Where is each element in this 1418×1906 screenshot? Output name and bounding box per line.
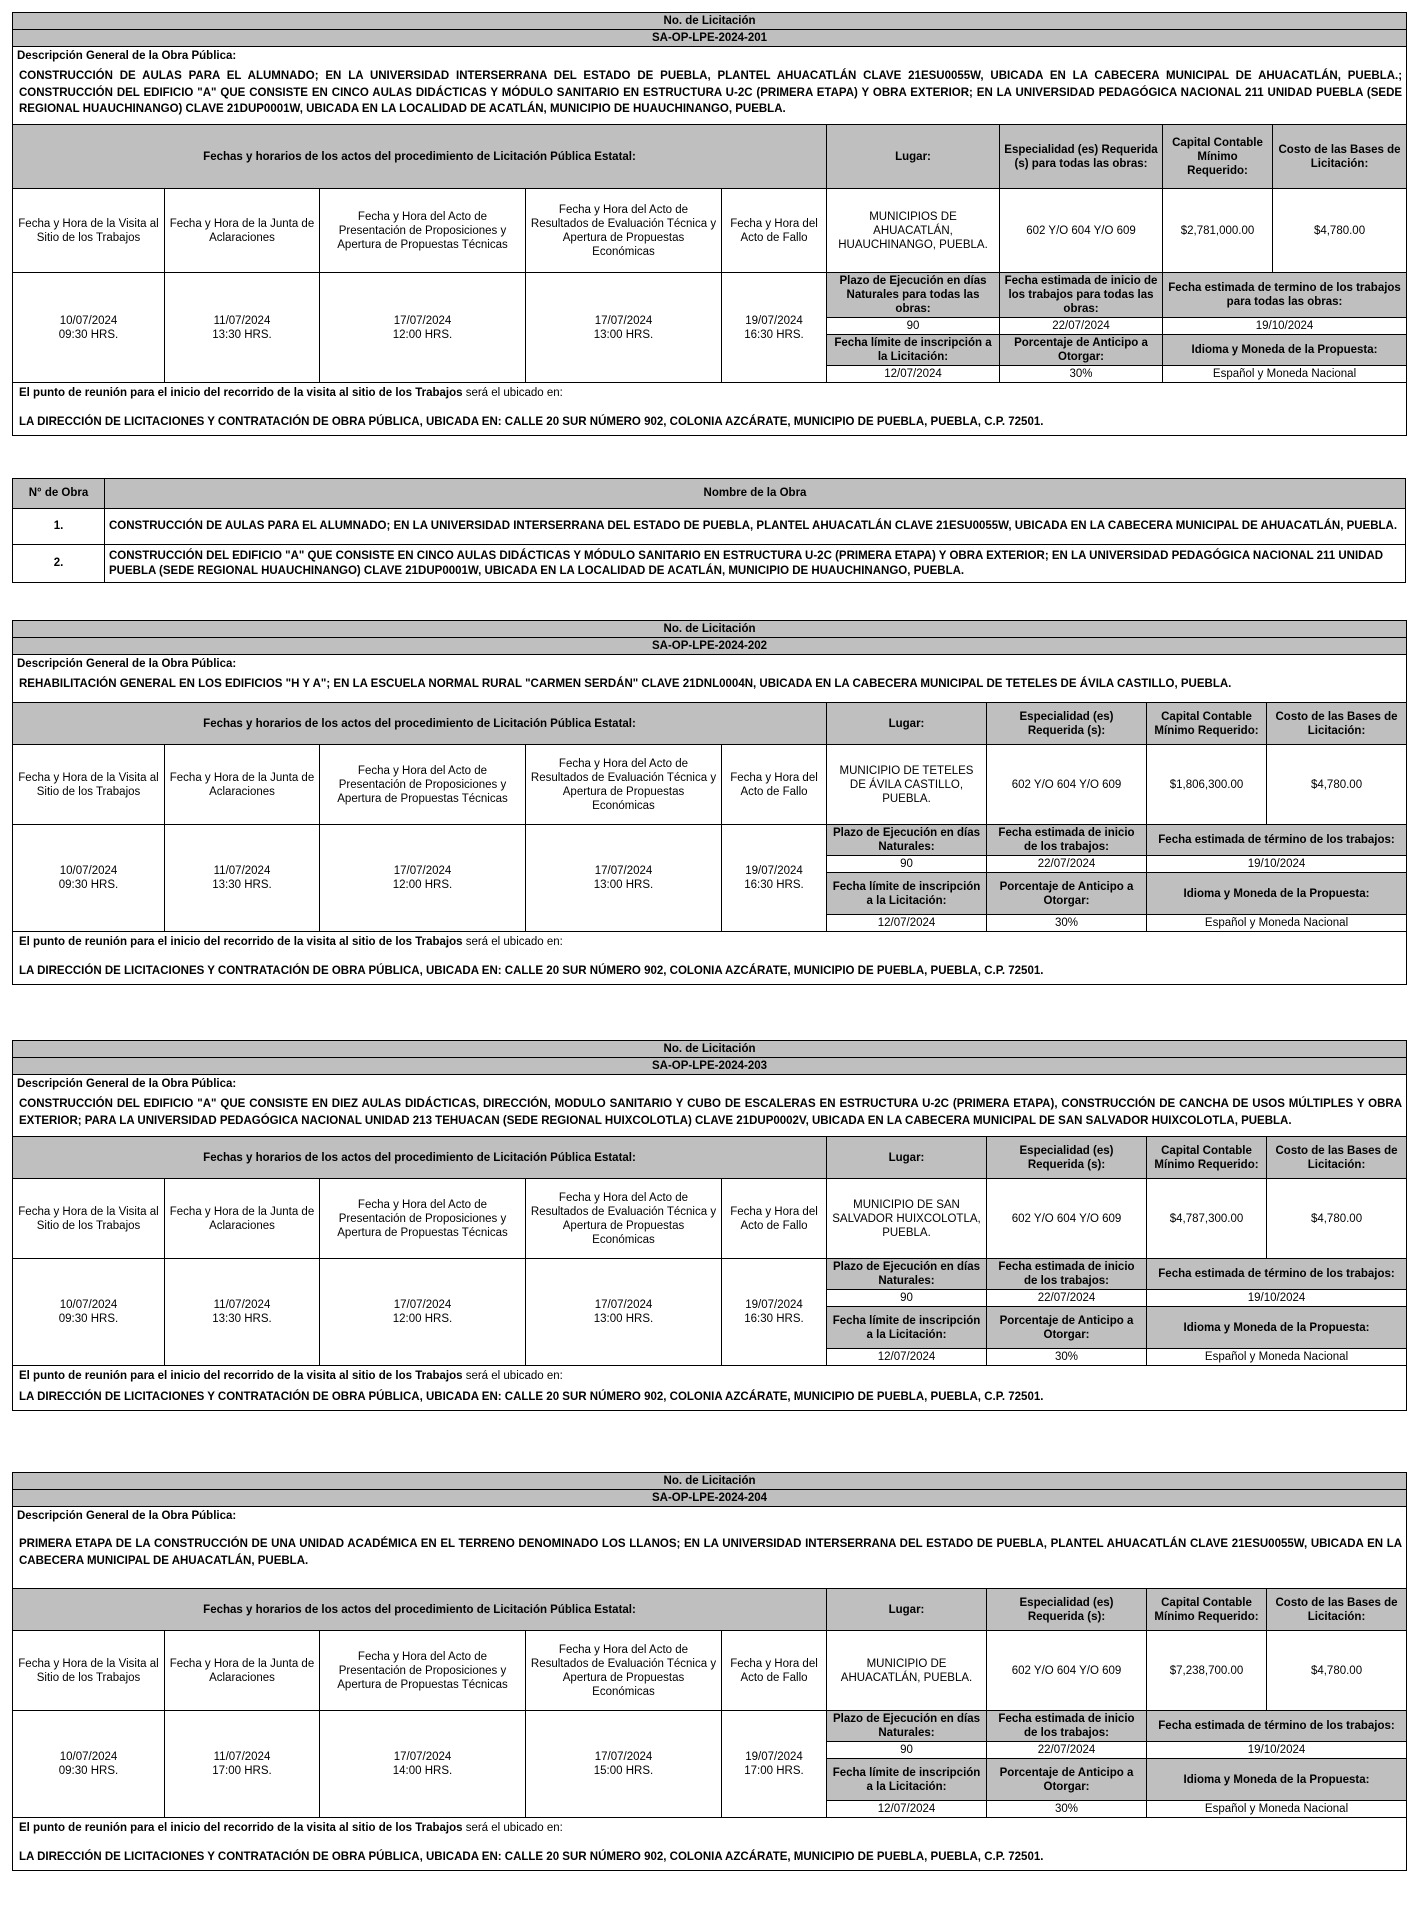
especialidad-value: 602 Y/O 604 Y/O 609 <box>987 1631 1147 1711</box>
costo-value: $4,780.00 <box>1267 1179 1407 1259</box>
resultados-header: Fecha y Hora del Acto de Resultados de Evaluación Técnica y Apertura de Propuestas Económicas <box>526 1631 722 1711</box>
termino-header: Fecha estimada de término de los trabajos: <box>1147 1259 1407 1290</box>
costo-header: Costo de las Bases de Licitación: <box>1267 703 1407 745</box>
inicio-header: Fecha estimada de inicio de los trabajos para todas las obras: <box>1000 273 1163 318</box>
termino-value: 19/10/2024 <box>1147 856 1407 873</box>
junta-cell <box>165 1259 320 1366</box>
no-licitacion-label: No. de Licitación <box>13 1473 1407 1490</box>
lugar-header: Lugar: <box>827 125 1000 189</box>
lugar-value: MUNICIPIO DE TETELES DE ÁVILA CASTILLO, PUEBLA. <box>827 745 987 825</box>
plazo-header: Plazo de Ejecución en días Naturales: <box>827 825 987 856</box>
anticipo-header: Porcentaje de Anticipo a Otorgar: <box>987 873 1147 915</box>
presentacion-fecha: 17/07/2024 <box>393 1751 452 1764</box>
fallo-fecha: 19/07/2024 <box>745 865 803 878</box>
punto-reunion-text <box>13 1818 1407 1839</box>
especialidad-header: Especialidad (es) Requerida (s): <box>987 1137 1147 1179</box>
descripcion-label: Descripción General de la Obra Pública: <box>13 1075 1407 1093</box>
inicio-value: 22/07/2024 <box>1000 318 1163 335</box>
descripcion-label: Descripción General de la Obra Pública: <box>13 655 1407 673</box>
termino-header: Fecha estimada de término de los trabajos: <box>1147 825 1407 856</box>
capital-header: Capital Contable Mínimo Requerido: <box>1147 1589 1267 1631</box>
resultados-fecha: 17/07/2024 <box>594 865 653 878</box>
especialidad-header: Especialidad (es) Requerida (s): <box>987 1589 1147 1631</box>
limite-header: Fecha límite de inscripción a la Licitación: <box>827 1759 987 1801</box>
capital-value: $1,806,300.00 <box>1147 745 1267 825</box>
presentacion-cell <box>320 1259 526 1366</box>
obra-num: 1. <box>13 509 105 545</box>
limite-value: 12/07/2024 <box>827 915 987 932</box>
fallo-header: Fecha y Hora del Acto de Fallo <box>722 745 827 825</box>
junta-hora: 13:30 HRS. <box>212 328 272 341</box>
no-licitacion-label: No. de Licitación <box>13 13 1407 30</box>
idioma-value: Español y Moneda Nacional <box>1163 366 1407 383</box>
table-row <box>13 545 1406 583</box>
junta-cell <box>165 273 320 383</box>
presentacion-cell <box>320 1711 526 1818</box>
junta-hora: 13:30 HRS. <box>212 879 272 892</box>
inicio-value: 22/07/2024 <box>987 1290 1147 1307</box>
presentacion-fecha: 17/07/2024 <box>393 865 452 878</box>
presentacion-header: Fecha y Hora del Acto de Presentación de Proposiciones y Apertura de Propuestas Técnicas <box>320 1179 526 1259</box>
junta-header: Fecha y Hora de la Junta de Aclaraciones <box>165 1179 320 1259</box>
descripcion-text: CONSTRUCCIÓN DE AULAS PARA EL ALUMNADO; EN LA UNIVERSIDAD INTERSERRANA DEL ESTADO DE PUEBLA, PLANTEL AHUACATLÁN CLAVE 21ESU0055W, UBICADA EN LA CABECERA MUNICIPAL DE AHUACATLÁN, PUEBLA.; CONSTRUCCIÓN DEL EDIFICIO "A" QUE CONSISTE EN CINCO AULAS DIDÁCTICAS Y MÓDULO SANITARIO EN ESTRUCTURA U-2C (PRIMERA ETAPA) Y OBRA EXTERIOR; EN LA UNIVERSIDAD PEDAGÓGICA NACIONAL 211 UNIDAD PUEBLA (SEDE REGIONAL HUAUCHINANGO) CLAVE 21DUP0001W, UBICADA EN LA LOCALIDAD DE ACATLÁN, MUNICIPIO DE HUAUCHINANGO, PUEBLA. <box>13 64 1407 125</box>
resultados-cell <box>526 825 722 932</box>
punto-reunion-bold: El punto de reunión para el inicio del recorrido de la visita al sitio de los Trabajos <box>19 1822 463 1835</box>
punto-reunion-text <box>13 383 1407 404</box>
punto-reunion-suffix: será el ubicado en: <box>462 1370 563 1383</box>
especialidad-value: 602 Y/O 604 Y/O 609 <box>1000 189 1163 273</box>
especialidad-header: Especialidad (es) Requerida (s): <box>987 703 1147 745</box>
visita-header: Fecha y Hora de la Visita al Sitio de los Trabajos <box>13 1631 165 1711</box>
licitacion-block-203 <box>12 1040 1406 1411</box>
obra-num: 2. <box>13 545 105 583</box>
obra-nombre: CONSTRUCCIÓN DEL EDIFICIO "A" QUE CONSISTE EN CINCO AULAS DIDÁCTICAS Y MÓDULO SANITARIO EN ESTRUCTURA U-2C (PRIMERA ETAPA) Y OBRA EXTERIOR; EN LA UNIVERSIDAD PEDAGÓGICA NACIONAL 211 UNIDAD PUEBLA (SEDE REGIONAL HUAUCHINANGO) CLAVE 21DUP0001W, UBICADA EN LA LOCALIDAD DE ACATLÁN, MUNICIPIO DE HUAUCHINANGO, PUEBLA. <box>105 545 1406 583</box>
junta-cell <box>165 1711 320 1818</box>
junta-header: Fecha y Hora de la Junta de Aclaraciones <box>165 745 320 825</box>
inicio-header: Fecha estimada de inicio de los trabajos: <box>987 1259 1147 1290</box>
lugar-value: MUNICIPIOS DE AHUACATLÁN, HUAUCHINANGO, PUEBLA. <box>827 189 1000 273</box>
costo-header: Costo de las Bases de Licitación: <box>1267 1589 1407 1631</box>
licitacion-number: SA-OP-LPE-2024-203 <box>13 1058 1407 1075</box>
fechas-horarios-header: Fechas y horarios de los actos del procedimiento de Licitación Pública Estatal: <box>13 703 827 745</box>
punto-reunion-suffix: será el ubicado en: <box>462 1822 563 1835</box>
obras-table <box>12 478 1406 583</box>
fallo-header: Fecha y Hora del Acto de Fallo <box>722 189 827 273</box>
presentacion-cell <box>320 273 526 383</box>
inicio-header: Fecha estimada de inicio de los trabajos: <box>987 825 1147 856</box>
resultados-header: Fecha y Hora del Acto de Resultados de Evaluación Técnica y Apertura de Propuestas Económicas <box>526 745 722 825</box>
limite-header: Fecha límite de inscripción a la Licitación: <box>827 1307 987 1349</box>
inicio-header: Fecha estimada de inicio de los trabajos: <box>987 1711 1147 1742</box>
descripcion-label: Descripción General de la Obra Pública: <box>13 47 1407 65</box>
licitacion-block-201 <box>12 12 1406 436</box>
licitacion-number: SA-OP-LPE-2024-201 <box>13 30 1407 47</box>
costo-value: $4,780.00 <box>1267 1631 1407 1711</box>
visita-fecha: 10/07/2024 <box>59 865 118 878</box>
licitacion-number: SA-OP-LPE-2024-204 <box>13 1490 1407 1507</box>
junta-fecha: 11/07/2024 <box>213 314 271 327</box>
plazo-header: Plazo de Ejecución en días Naturales: <box>827 1259 987 1290</box>
anticipo-value: 30% <box>1000 366 1163 383</box>
direccion-text: LA DIRECCIÓN DE LICITACIONES Y CONTRATACIÓN DE OBRA PÚBLICA, UBICADA EN: CALLE 20 SUR NÚMERO 902, COLONIA AZCÁRATE, MUNICIPIO DE PUEBLA, PUEBLA, C.P. 72501. <box>13 403 1407 436</box>
junta-fecha: 11/07/2024 <box>213 1751 271 1764</box>
visita-cell <box>13 1711 165 1818</box>
capital-value: $4,787,300.00 <box>1147 1179 1267 1259</box>
anticipo-value: 30% <box>987 915 1147 932</box>
fallo-cell <box>722 1711 827 1818</box>
fallo-hora: 16:30 HRS. <box>744 879 804 892</box>
obras-col-num: N° de Obra <box>13 479 105 509</box>
resultados-hora: 13:00 HRS. <box>593 328 654 341</box>
obra-nombre: CONSTRUCCIÓN DE AULAS PARA EL ALUMNADO; EN LA UNIVERSIDAD INTERSERRANA DEL ESTADO DE PUEBLA, PLANTEL AHUACATLÁN CLAVE 21ESU0055W, UBICADA EN LA CABECERA MUNICIPAL DE AHUACATLÁN, PUEBLA. <box>105 509 1406 545</box>
fallo-fecha: 19/07/2024 <box>745 1751 803 1764</box>
resultados-hora: 13:00 HRS. <box>593 879 654 892</box>
limite-value: 12/07/2024 <box>827 1349 987 1366</box>
idioma-header: Idioma y Moneda de la Propuesta: <box>1147 1307 1407 1349</box>
fallo-hora: 16:30 HRS. <box>744 328 804 341</box>
anticipo-header: Porcentaje de Anticipo a Otorgar: <box>987 1307 1147 1349</box>
visita-header: Fecha y Hora de la Visita al Sitio de los Trabajos <box>13 189 165 273</box>
lugar-header: Lugar: <box>827 703 987 745</box>
punto-reunion-text <box>13 932 1407 953</box>
obras-col-nombre: Nombre de la Obra <box>105 479 1406 509</box>
descripcion-label: Descripción General de la Obra Pública: <box>13 1507 1407 1525</box>
resultados-hora: 15:00 HRS. <box>593 1765 654 1778</box>
costo-header: Costo de las Bases de Licitación: <box>1273 125 1407 189</box>
junta-hora: 13:30 HRS. <box>212 1313 272 1326</box>
limite-value: 12/07/2024 <box>827 366 1000 383</box>
presentacion-header: Fecha y Hora del Acto de Presentación de Proposiciones y Apertura de Propuestas Técnicas <box>320 745 526 825</box>
junta-header: Fecha y Hora de la Junta de Aclaraciones <box>165 1631 320 1711</box>
resultados-header: Fecha y Hora del Acto de Resultados de Evaluación Técnica y Apertura de Propuestas Económicas <box>526 1179 722 1259</box>
plazo-header: Plazo de Ejecución en días Naturales para todas las obras: <box>827 273 1000 318</box>
fallo-fecha: 19/07/2024 <box>745 314 803 327</box>
costo-value: $4,780.00 <box>1267 745 1407 825</box>
anticipo-value: 30% <box>987 1349 1147 1366</box>
direccion-text: LA DIRECCIÓN DE LICITACIONES Y CONTRATACIÓN DE OBRA PÚBLICA, UBICADA EN: CALLE 20 SUR NÚMERO 902, COLONIA AZCÁRATE, MUNICIPIO DE PUEBLA, PUEBLA, C.P. 72501. <box>13 952 1407 985</box>
termino-value: 19/10/2024 <box>1163 318 1407 335</box>
idioma-value: Español y Moneda Nacional <box>1147 1801 1407 1818</box>
resultados-fecha: 17/07/2024 <box>594 1751 653 1764</box>
fallo-header: Fecha y Hora del Acto de Fallo <box>722 1631 827 1711</box>
fallo-hora: 17:00 HRS. <box>744 1765 804 1778</box>
presentacion-header: Fecha y Hora del Acto de Presentación de Proposiciones y Apertura de Propuestas Técnicas <box>320 189 526 273</box>
presentacion-fecha: 17/07/2024 <box>393 1299 452 1312</box>
fallo-fecha: 19/07/2024 <box>745 1299 803 1312</box>
visita-cell <box>13 1259 165 1366</box>
capital-header: Capital Contable Mínimo Requerido: <box>1163 125 1273 189</box>
plazo-value: 90 <box>827 1290 987 1307</box>
visita-cell <box>13 825 165 932</box>
capital-header: Capital Contable Mínimo Requerido: <box>1147 703 1267 745</box>
resultados-fecha: 17/07/2024 <box>594 314 653 327</box>
idioma-header: Idioma y Moneda de la Propuesta: <box>1147 1759 1407 1801</box>
idioma-value: Español y Moneda Nacional <box>1147 1349 1407 1366</box>
visita-header: Fecha y Hora de la Visita al Sitio de los Trabajos <box>13 1179 165 1259</box>
no-licitacion-label: No. de Licitación <box>13 1041 1407 1058</box>
visita-cell <box>13 273 165 383</box>
no-licitacion-label: No. de Licitación <box>13 621 1407 638</box>
fallo-cell <box>722 273 827 383</box>
limite-value: 12/07/2024 <box>827 1801 987 1818</box>
junta-cell <box>165 825 320 932</box>
punto-reunion-bold: El punto de reunión para el inicio del recorrido de la visita al sitio de los Trabajos <box>19 387 463 400</box>
descripcion-text: CONSTRUCCIÓN DEL EDIFICIO "A" QUE CONSISTE EN DIEZ AULAS DIDÁCTICAS, DIRECCIÓN, MODULO SANITARIO Y CUBO DE ESCALERAS EN ESTRUCTURA U-2C (PRIMERA ETAPA), CONSTRUCCIÓN DE CANCHA DE USOS MÚLTIPLES Y OBRA EXTERIOR; PARA LA UNIVERSIDAD PEDAGÓGICA NACIONAL UNIDAD 213 TEHUACAN (SEDE REGIONAL HUIXCOLOTLA) CLAVE 21DUP0002V, UBICADA EN LA CABECERA MUNICIPAL DE SAN SALVADOR HUIXCOLOTLA, PUEBLA. <box>13 1092 1407 1137</box>
lugar-value: MUNICIPIO DE AHUACATLÁN, PUEBLA. <box>827 1631 987 1711</box>
visita-fecha: 10/07/2024 <box>59 1751 118 1764</box>
fechas-horarios-header: Fechas y horarios de los actos del procedimiento de Licitación Pública Estatal: <box>13 125 827 189</box>
descripcion-text: PRIMERA ETAPA DE LA CONSTRUCCIÓN DE UNA UNIDAD ACADÉMICA EN EL TERRENO DENOMINADO LOS LLANOS; EN LA UNIVERSIDAD INTERSERRANA DEL ESTADO DE PUEBLA, PLANTEL AHUACATLÁN CLAVE 21ESU0055W, UBICADA EN LA CABECERA MUNICIPAL DE AHUACATLÁN, PUEBLA. <box>13 1524 1407 1589</box>
visita-hora: 09:30 HRS. <box>58 1313 119 1326</box>
licitacion-block-204 <box>12 1472 1406 1871</box>
punto-reunion-bold: El punto de reunión para el inicio del recorrido de la visita al sitio de los Trabajos <box>19 936 463 949</box>
resultados-cell <box>526 273 722 383</box>
termino-header: Fecha estimada de término de los trabajos: <box>1147 1711 1407 1742</box>
presentacion-cell <box>320 825 526 932</box>
presentacion-hora: 12:00 HRS. <box>392 328 453 341</box>
especialidad-header: Especialidad (es) Requerida (s) para todas las obras: <box>1000 125 1163 189</box>
descripcion-text: REHABILITACIÓN GENERAL EN LOS EDIFICIOS "H Y A"; EN LA ESCUELA NORMAL RURAL "CARMEN SERDÁN" CLAVE 21DNL0004N, UBICADA EN LA CABECERA MUNICIPAL DE TETELES DE ÁVILA CASTILLO, PUEBLA. <box>13 672 1407 703</box>
licitacion-block-202 <box>12 620 1406 985</box>
resultados-cell <box>526 1259 722 1366</box>
anticipo-header: Porcentaje de Anticipo a Otorgar: <box>1000 335 1163 366</box>
fallo-header: Fecha y Hora del Acto de Fallo <box>722 1179 827 1259</box>
termino-header: Fecha estimada de termino de los trabajos para todas las obras: <box>1163 273 1407 318</box>
especialidad-value: 602 Y/O 604 Y/O 609 <box>987 745 1147 825</box>
fallo-cell <box>722 1259 827 1366</box>
visita-hora: 09:30 HRS. <box>58 879 119 892</box>
fechas-horarios-header: Fechas y horarios de los actos del procedimiento de Licitación Pública Estatal: <box>13 1589 827 1631</box>
resultados-fecha: 17/07/2024 <box>594 1299 653 1312</box>
capital-value: $2,781,000.00 <box>1163 189 1273 273</box>
presentacion-hora: 12:00 HRS. <box>392 1313 453 1326</box>
direccion-text: LA DIRECCIÓN DE LICITACIONES Y CONTRATACIÓN DE OBRA PÚBLICA, UBICADA EN: CALLE 20 SUR NÚMERO 902, COLONIA AZCÁRATE, MUNICIPIO DE PUEBLA, PUEBLA, C.P. 72501. <box>13 1386 1407 1411</box>
resultados-cell <box>526 1711 722 1818</box>
plazo-header: Plazo de Ejecución en días Naturales: <box>827 1711 987 1742</box>
visita-hora: 09:30 HRS. <box>58 1765 119 1778</box>
punto-reunion-bold: El punto de reunión para el inicio del recorrido de la visita al sitio de los Trabajos <box>19 1370 463 1383</box>
visita-hora: 09:30 HRS. <box>58 328 119 341</box>
fallo-hora: 16:30 HRS. <box>744 1313 804 1326</box>
fechas-horarios-header: Fechas y horarios de los actos del procedimiento de Licitación Pública Estatal: <box>13 1137 827 1179</box>
lugar-value: MUNICIPIO DE SAN SALVADOR HUIXCOLOTLA, PUEBLA. <box>827 1179 987 1259</box>
presentacion-hora: 14:00 HRS. <box>392 1765 453 1778</box>
limite-header: Fecha límite de inscripción a la Licitación: <box>827 335 1000 366</box>
presentacion-hora: 12:00 HRS. <box>392 879 453 892</box>
anticipo-value: 30% <box>987 1801 1147 1818</box>
inicio-value: 22/07/2024 <box>987 856 1147 873</box>
capital-value: $7,238,700.00 <box>1147 1631 1267 1711</box>
plazo-value: 90 <box>827 856 987 873</box>
punto-reunion-text <box>13 1366 1407 1387</box>
especialidad-value: 602 Y/O 604 Y/O 609 <box>987 1179 1147 1259</box>
presentacion-header: Fecha y Hora del Acto de Presentación de Proposiciones y Apertura de Propuestas Técnicas <box>320 1631 526 1711</box>
junta-header: Fecha y Hora de la Junta de Aclaraciones <box>165 189 320 273</box>
punto-reunion-suffix: será el ubicado en: <box>462 387 563 400</box>
resultados-header: Fecha y Hora del Acto de Resultados de Evaluación Técnica y Apertura de Propuestas Económicas <box>526 189 722 273</box>
lugar-header: Lugar: <box>827 1589 987 1631</box>
licitacion-number: SA-OP-LPE-2024-202 <box>13 638 1407 655</box>
termino-value: 19/10/2024 <box>1147 1290 1407 1307</box>
termino-value: 19/10/2024 <box>1147 1742 1407 1759</box>
idioma-header: Idioma y Moneda de la Propuesta: <box>1163 335 1407 366</box>
presentacion-fecha: 17/07/2024 <box>393 314 452 327</box>
visita-header: Fecha y Hora de la Visita al Sitio de los Trabajos <box>13 745 165 825</box>
anticipo-header: Porcentaje de Anticipo a Otorgar: <box>987 1759 1147 1801</box>
capital-header: Capital Contable Mínimo Requerido: <box>1147 1137 1267 1179</box>
visita-fecha: 10/07/2024 <box>59 314 118 327</box>
fallo-cell <box>722 825 827 932</box>
punto-reunion-suffix: será el ubicado en: <box>462 936 563 949</box>
costo-header: Costo de las Bases de Licitación: <box>1267 1137 1407 1179</box>
direccion-text: LA DIRECCIÓN DE LICITACIONES Y CONTRATACIÓN DE OBRA PÚBLICA, UBICADA EN: CALLE 20 SUR NÚMERO 902, COLONIA AZCÁRATE, MUNICIPIO DE PUEBLA, PUEBLA, C.P. 72501. <box>13 1838 1407 1871</box>
resultados-hora: 13:00 HRS. <box>593 1313 654 1326</box>
junta-fecha: 11/07/2024 <box>213 1299 271 1312</box>
costo-value: $4,780.00 <box>1273 189 1407 273</box>
table-row <box>13 509 1406 545</box>
idioma-header: Idioma y Moneda de la Propuesta: <box>1147 873 1407 915</box>
visita-fecha: 10/07/2024 <box>59 1299 118 1312</box>
plazo-value: 90 <box>827 1742 987 1759</box>
limite-header: Fecha límite de inscripción a la Licitación: <box>827 873 987 915</box>
junta-fecha: 11/07/2024 <box>213 865 271 878</box>
inicio-value: 22/07/2024 <box>987 1742 1147 1759</box>
junta-hora: 17:00 HRS. <box>212 1765 272 1778</box>
idioma-value: Español y Moneda Nacional <box>1147 915 1407 932</box>
plazo-value: 90 <box>827 318 1000 335</box>
lugar-header: Lugar: <box>827 1137 987 1179</box>
